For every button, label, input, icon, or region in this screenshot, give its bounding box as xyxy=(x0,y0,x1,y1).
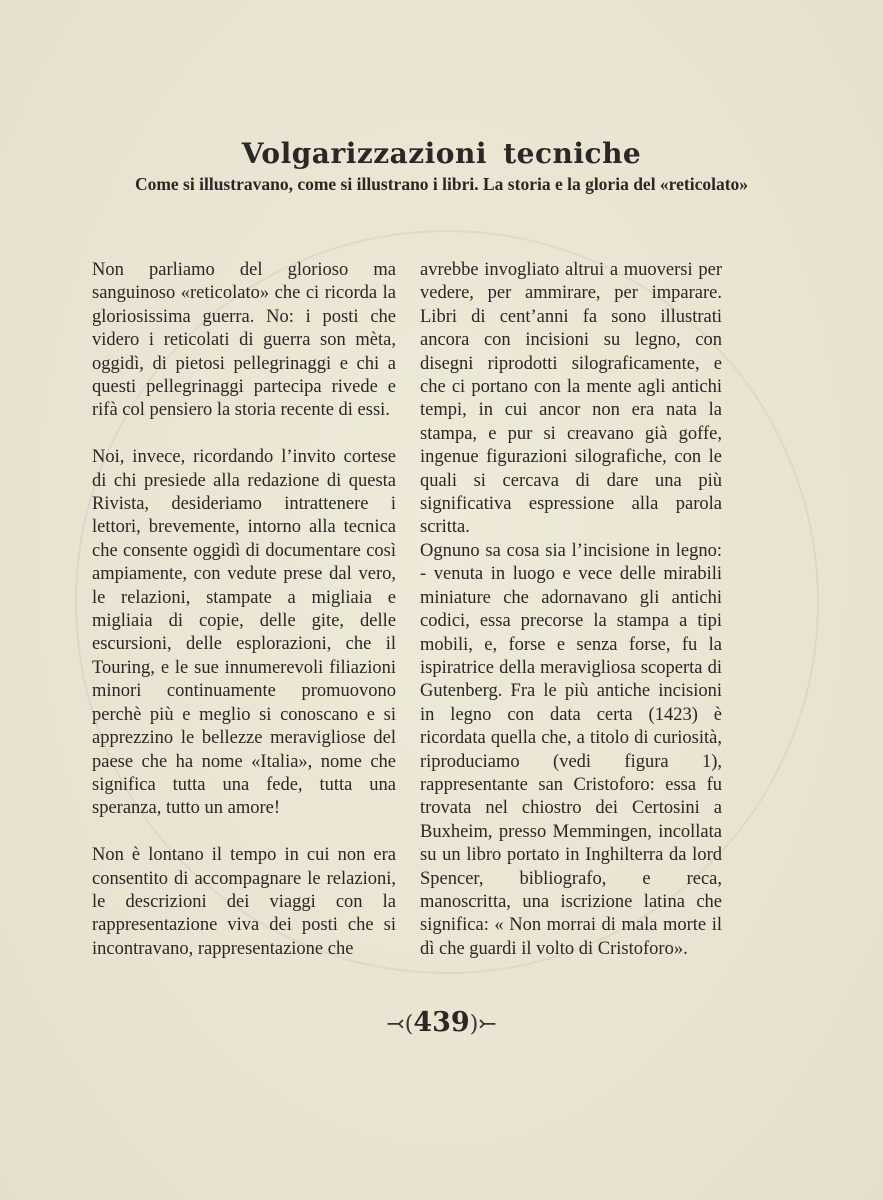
left-text-column xyxy=(92,259,396,961)
paragraph: avrebbe invogliato altrui a muoversi per vedere, per ammirare, per imparare. Libri di cent’anni fa sono illustrati ancora con incisioni su legno, con disegni riprodotti silograficamente, e che ci portano con la mente agli antichi tempi, in cui ancor non era nata la stampa, e pur si creavano già goffe, ingenue figurazioni silografiche, con le quali si cercava di dare una più significativa espressione alla parola scritta. xyxy=(420,260,722,538)
paragraph: Ognuno sa cosa sia l’incisione in legno: - venuta in luogo e vece delle mirabili miniature che adornavano gli antichi codici, essa precorse la stampa a tipi mobili, e, forse e senza forse, fu la ispiratrice della meravigliosa scoperta di Gutenberg. Fra le più antiche incisioni in legno con data certa (1423) è ricordata quella che, a titolo di curiosità, riproduciamo (vedi figura 1), rappresentante san Cristoforo: essa fu trovata nel chiostro dei Certosini a Buxheim, presso Memmingen, incollata su un libro portato in Inghilterra da lord Spencer, bibliografo, e reca, manoscritta, una iscrizione latina che significa: « Non morrai di mala morte il dì che guardi il volto di Cristoforo». xyxy=(420,540,722,959)
page-number-value: 439 xyxy=(413,1007,470,1038)
article-subtitle: Come si illustravano, come si illustrano i libri. La storia e la gloria del «reticolato» xyxy=(134,174,749,194)
ornament-right: )⤚ xyxy=(469,1012,497,1037)
page-number xyxy=(0,1007,883,1038)
ornament-left: ⤙( xyxy=(386,1012,414,1037)
paragraph: Non parliamo del glorioso ma sanguinoso «reticolato» che ci ricorda la gloriosissima guerra. No: i posti che videro i reticolati di guerra son mèta, oggidì, di pietosi pellegrinaggi e chi a questi pellegrinaggi partecipa rivede e rifà col pensiero la storia recente di essi. xyxy=(92,260,396,421)
article-title: Volgarizzazioni tecniche xyxy=(241,136,642,170)
right-text-column xyxy=(420,259,722,961)
paragraph: Noi, invece, ricordando l’invito cortese di chi presiede alla redazione di questa Rivista, desideriamo intrattenere i lettori, brevemente, intorno alla tecnica che consente oggidì di documentare così ampiamente, con vedute prese dal vero, le relazioni, stampate a migliaia e migliaia di copie, delle gite, delle escursioni, delle esplorazioni, che il Touring, e le sue innumerevoli filiazioni minori continuamente promuovono perchè più e meglio si conoscano e si apprezzino le bellezze meravigliose del paese che ha nome «Italia», nome che significa tutta una fede, tutta una speranza, tutto un amore! xyxy=(92,447,396,819)
paragraph: Non è lontano il tempo in cui non era consentito di accompagnare le relazioni, le descrizioni dei viaggi con la rappresentazione viva dei posti che si incontravano, rappresentazione che xyxy=(92,845,396,959)
